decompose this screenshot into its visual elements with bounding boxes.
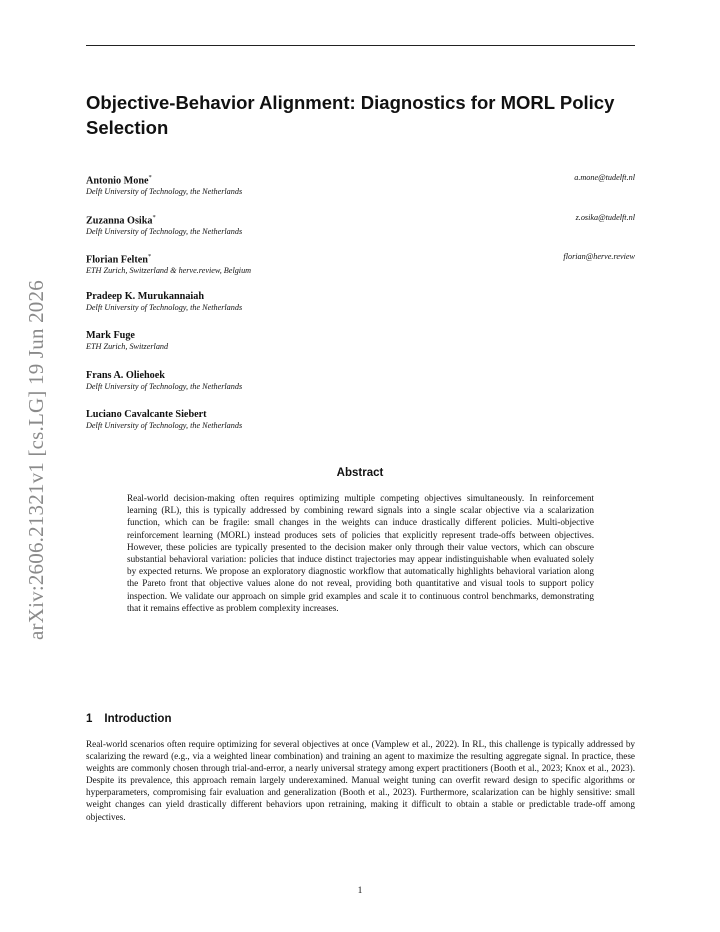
author-affiliation: Delft University of Technology, the Netherlands — [86, 226, 243, 236]
paper-title: Objective-Behavior Alignment: Diagnostics for MORL Policy Selection — [86, 92, 615, 138]
author-affiliation: ETH Zurich, Switzerland & herve.review, Belgium — [86, 266, 252, 276]
equal-contribution-mark: * — [152, 213, 156, 221]
abstract-text: Real-world decision-making often requires optimizing multiple competing objectives simultaneously. In reinforcement learning (RL), this is typically addressed by combining reward signals into a single scalar objective via a scalarization function, which can be fragile: small changes in the weights can induce drastically different policies. Multi-objective reinforcement learning (MORL) instead produces sets of policies that explicitly represent trade-offs between objectives. However, these policies are typically presented to the decision maker only through their value vectors, which can obscure substantial behavioral variation: policies that induce distinct trajectories may appear indistinguishable when evaluated solely by expected returns. We propose an exploratory diagnostic workflow that automatically highlights behavioral variation along the Pareto front that objective values alone do not reveal, providing both quantitative and visual tools to support policy inspection. We validate our approach on simple grid examples and scale it to continuous control benchmarks, demonstrating that it remains effective as problem complexity increases. — [127, 493, 594, 613]
section-title: Introduction — [104, 713, 172, 725]
arxiv-identifier[interactable]: arXiv:2606.21321v1 [cs.LG] 19 Jun 2026 — [24, 280, 48, 640]
section-heading — [86, 713, 171, 725]
equal-contribution-mark: * — [147, 253, 152, 260]
author-entry — [86, 370, 635, 410]
top-rule — [86, 45, 635, 46]
author-entry — [86, 212, 635, 252]
author-entry — [86, 330, 635, 370]
author-entry — [86, 291, 635, 331]
author-affiliation: Delft University of Technology, the Netherlands — [86, 187, 243, 197]
equal-contribution-mark: * — [148, 174, 152, 181]
author-affiliation: Delft University of Technology, the Netherlands — [86, 421, 243, 430]
author-name: Frans A. Oliehoek — [86, 369, 165, 381]
author-affiliation: Delft University of Technology, the Netherlands — [86, 381, 243, 391]
author-list — [86, 172, 635, 449]
author-name: Antonio Mone* — [86, 174, 152, 187]
author-entry — [86, 172, 635, 212]
author-entry — [86, 251, 635, 291]
author-name: Zuzanna Osika* — [86, 213, 156, 226]
author-email[interactable]: a.mone@tudelft.nl — [574, 173, 635, 182]
author-name: Mark Fuge — [86, 330, 135, 341]
author-name: Florian Felten* — [86, 253, 152, 266]
section-number: 1 — [86, 713, 93, 725]
introduction-text: Real-world scenarios often require optimizing for several objectives at once (Vamplew et al., 2022). In RL, this challenge is typically addressed by scalarizing the reward (e.g., via a weighted linear combination) and training an agent to maximize the resulting aggregate signal. In practice, these weights are commonly chosen through trial-and-error, a nearly universal strategy among expert practitioners (Booth et al., 2023; Knox et al., 2023). Despite its prevalence, this approach remain largely underexamined. Manual weight tuning can overfit reward design to specific algorithms or hyperparameters, compromising fair evaluation and generalization (Booth et al., 2023). Furthermore, scalarization can be highly sensitive: small weight changes can yield drastically different behaviors upon retraining, making it difficult to obtain a stable or predictable trade-off among objectives. — [86, 739, 635, 822]
author-entry — [86, 409, 635, 449]
page-number: 1 — [357, 886, 363, 896]
author-name: Luciano Cavalcante Siebert — [86, 409, 207, 420]
author-name: Pradeep K. Murukannaiah — [86, 290, 205, 302]
author-affiliation: ETH Zurich, Switzerland — [86, 342, 169, 351]
author-affiliation: Delft University of Technology, the Netherlands — [86, 302, 243, 312]
abstract-heading: Abstract — [336, 467, 384, 479]
author-email[interactable]: z.osika@tudelft.nl — [575, 212, 635, 222]
author-email[interactable]: florian@herve.review — [563, 252, 635, 261]
